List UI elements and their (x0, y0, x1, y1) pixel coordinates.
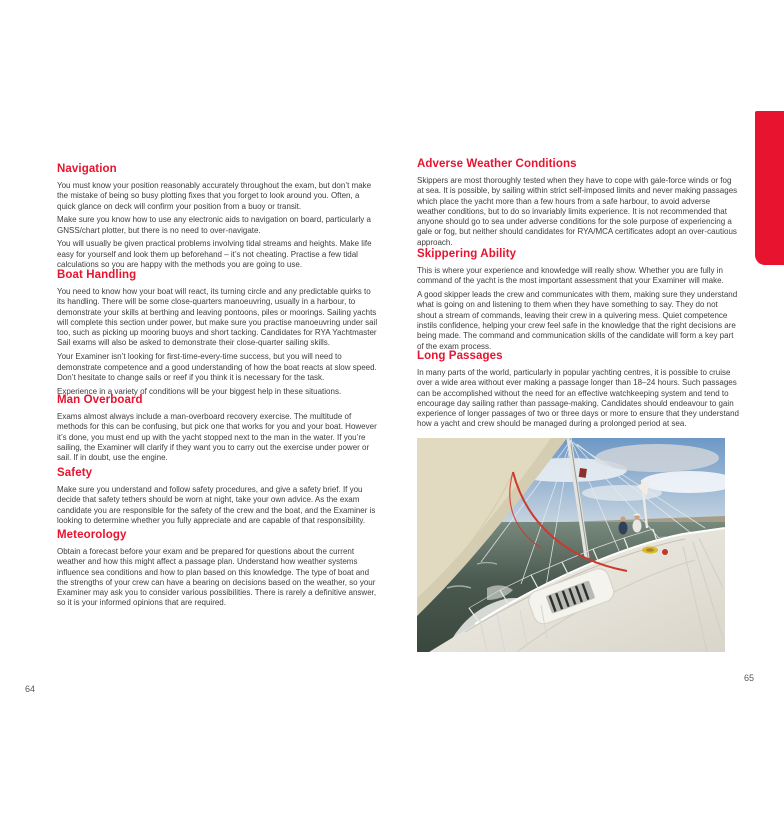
section-heading: Safety (57, 467, 93, 479)
section-heading: Adverse Weather Conditions (417, 158, 577, 170)
section-navigation (57, 163, 379, 274)
section-man-overboard (57, 394, 379, 467)
section-heading: Navigation (57, 163, 117, 175)
paragraph: Your Examiner isn’t looking for first-time-every-time success, but you will need to demonstrate competence and a good understanding of how the boat reacts at slow speed. Don’t hesitate to change sails or reef if you think it is necessary for the task. (57, 352, 377, 382)
section-safety (57, 467, 379, 530)
section-heading: Long Passages (417, 350, 503, 362)
section-heading: Meteorology (57, 529, 127, 541)
yacht-photo (417, 438, 725, 652)
paragraph: You need to know how your boat will react, its turning circle and any predictable quirks to its handling. There will be some close-quarters manoeuvring, usually in a harbour, to demonstrate your skills at berthing and leaving pontoons, piles or moorings. Sailing yachts will complete this section under power, but make sure you practise manoeuvring under sail too, such as picking up mooring buoys and short tacking. Candidates for RYA Yachtmaster Sail exams will also be asked to demonstrate their close-quarter sailing skills. (57, 287, 378, 348)
paragraph: A good skipper leads the crew and communicates with them, making sure they understand what is going on and listening to them when they have something to say. They do not shout a stream of commands, leaving their crew in a quivering mess. Quiet competence instils confidence, helping your crew feel safe in the knowledge that the right decisions are being made. The command and communication skills of the candidate will form a key part of the exam process. (417, 290, 738, 351)
page-number-right: 65 (744, 673, 755, 683)
section-boat-handling (57, 269, 379, 400)
yacht-photo-illustration (417, 438, 725, 652)
paragraph: Exams almost always include a man-overboard recovery exercise. The multitude of methods for this can be confusing, but pick one that works for you and your boat. However it’s done, you must end up with the yacht stopped next to the man in the water. If you’re sailing, the Examiner will clarify if they want you to carry out the exercise under power or sail. If in doubt, use the engine. (57, 412, 377, 463)
section-meteorology (57, 529, 379, 612)
paragraph: In many parts of the world, particularly in popular yachting centres, it is possible to cruise over a wide area without ever making a passage longer than 18–24 hours. Such passages can be accomplished without the need for an effective watchkeeping system and tend to encourage day sailing rather than passage-making. Candidates should endeavour to gain experience of longer passages of two or three days or more to ensure that they understand how a yacht and crew should be managed during a prolonged period at sea. (417, 368, 739, 429)
paragraph: You must know your position reasonably accurately throughout the exam, but don’t make the mistake of being so busy plotting fixes that you forget to look around you. Often, a quick glance on deck will confirm your position from a buoy or transit. (57, 181, 372, 211)
section-heading: Man Overboard (57, 394, 143, 406)
paragraph: Skippers are most thoroughly tested when they have to cope with gale-force winds or fog at sea. It is possible, by sailing within strict self-imposed limits and never making passages which place the yacht more than a few hours from a safe harbour, to avoid adverse weather conditions, but to do so invariably limits experience. It is not recommended that anyone should go to sea under adverse conditions for the sole purpose of experiencing a gale or fog, but neither should candidates for RYA/MCA certificates adopt an over-cautious approach. (417, 176, 738, 247)
paragraph: You will usually be given practical problems involving tidal streams and heights. Make life easy for yourself and look them up beforehand – it’s not cheating. Practise a few tidal calculations so you are happy with the methods you are going to use. (57, 239, 372, 270)
paragraph: Make sure you understand and follow safety procedures, and give a safety brief. If you decide that safety tethers should be worn at night, take your own advice. As the exam candidate you are responsible for the safety of the crew and the boat, and the Examiner is looking to determine whether you fully appreciate and are capable of that responsibility. (57, 485, 376, 525)
paragraph: Experience in a variety of conditions will be your biggest help in these situations. (57, 386, 342, 396)
paragraph: This is where your experience and knowledge will really show. Whether you are fully in command of the yacht is the most important assessment that your Examiner will make. (417, 266, 724, 286)
page-number-left: 64 (25, 684, 36, 694)
paragraph: Make sure you know how to use any electronic aids to navigation on board, particularly a GNSS/chart plotter, but there is no need to over-navigate. (57, 215, 371, 235)
flag (579, 468, 587, 478)
paragraph: Obtain a forecast before your exam and be prepared for questions about the current weather and how this might affect a passage plan. Understand how weather systems influence sea conditions and how to plan based on this knowledge. The type of boat and the strengths of your crew can have a bearing on decisions based on the weather, so your Examiner may ask you to consider various possibilities. There is rarely a definitive answer, so it is your informed opinions that are required. (57, 547, 377, 608)
section-heading: Skippering Ability (417, 248, 517, 260)
section-heading: Boat Handling (57, 269, 137, 281)
section-adverse-weather (417, 158, 739, 252)
section-long-passages (417, 350, 739, 433)
section-skippering-ability (417, 248, 739, 355)
chapter-tab (755, 111, 784, 265)
